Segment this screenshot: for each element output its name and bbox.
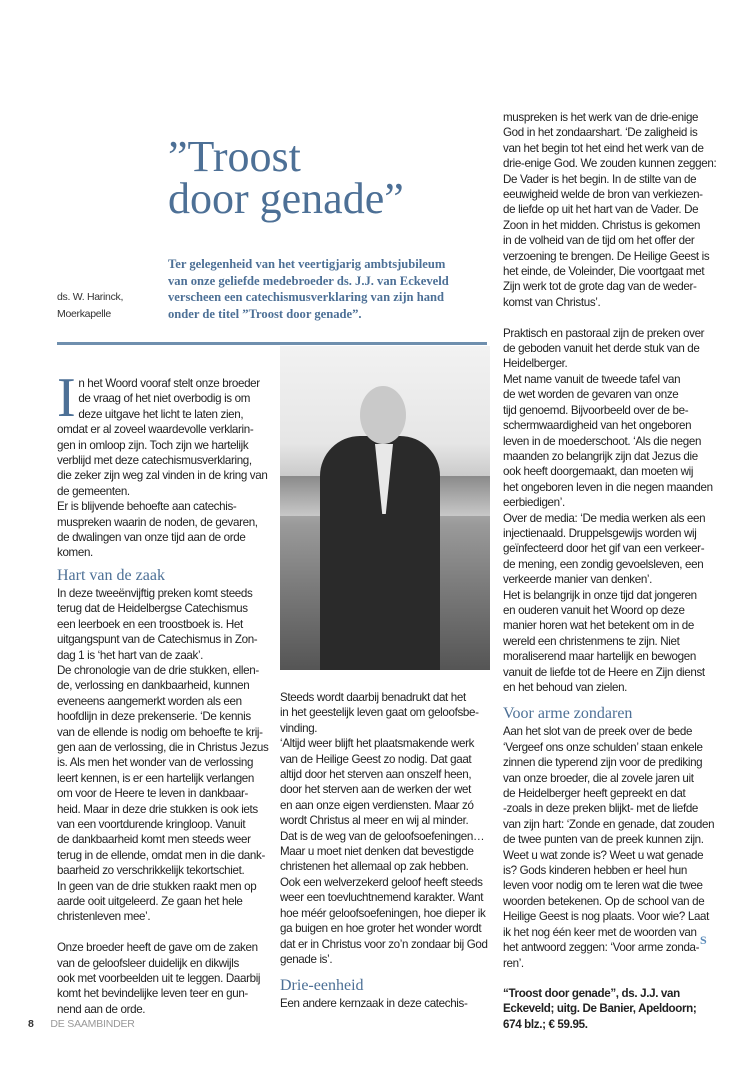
paragraph: Onze broeder heeft de gave om de zaken van de geloofsleer duidelijk en dikwijls ook met voorbeelden uit te leggen. Daarbij komt het bevindelijke leven teer en gun- nend aan de orde. [57,941,261,1016]
paragraph: omdat er al zoveel waardevolle verklarin- gen in omloop zijn. Toch zijn we hartelijk verblijd met deze catechismusverklaring, die zeker zijn weg zal vinden in de kring van de gemeenten. Er is blijvende behoefte aan catechis- muspreken waarin de noden, de gevaren, de dwalingen van onze tijd aan de orde komen. [57,423,268,560]
divider [57,342,487,345]
section-heading: Drie-eenheid [280,977,364,995]
paragraph: n het Woord vooraf stelt onze broeder de vraag of het niet overbodig is om deze uitgave het licht te laten zien, [78,377,260,421]
drop-cap: I [57,367,76,429]
publication-name: DE SAAMBINDER [50,1018,135,1030]
paragraph: Aan het slot van de preek over de bede ‘Vergeef ons onze schulden’ staan enkele zinnen die typerend zijn voor de prediking van onze broeder, die al zovele jaren uit de Heidelberger heeft gepreekt en dat -zoals in deze preken blijkt- met de liefde van zijn hart: ‘Zonde en genade, dat zouden de twee punten van de preek kunnen zijn. Weet u wat zonde is? Weet u wat genade is? Gods kinderen hebben er heel hun leven voor nodig om te leren wat die twee woorden betekenen. Op de school van de Heilige Geest is nog plaats. Voor wie? Laat ik het nog één keer met de woorden van het antwoord zeggen: ‘Voor arme zonda- ren’. [503,725,715,970]
column-2 [280,690,492,1012]
paragraph: In deze tweeënvijftig preken komt steeds terug dat de Heidelbergse Catechismus een leerboek en een troostboek is. Het uitgangspunt van de Catechismus in Zon- dag 1 is ‘het hart van de zaak’. De chronologie van de drie stukken, ellen- de, verlossing en dankbaarheid, kunnen eveneens aangemerkt worden als een hoofdlijn in deze prekenserie. ‘De kennis van de ellende is nodig om behoefte te krij- gen aan de verlossing, die in Christus Jezus is. Als men het wonder van de verlossing leert kennen, is er een hartelijk verlangen om voor de Heere te leven in dankbaar- heid. Maar in deze drie stukken is ook iets van een voortdurende kringloop. Vanuit de dankbaarheid komt men steeds weer terug in de ellende, omdat men in die dank- baarheid zo verschrikkelijk tekortschiet. In geen van de drie stukken raakt men op aarde ooit uitgeleerd. Ze gaan het hele christenleven mee’. [57,586,269,924]
paragraph: Steeds wordt daarbij benadrukt dat het in het geestelijk leven gaat om geloofsbe- vinding. ‘Altijd weer blijft het plaatsmakende werk van de Heilige Geest zo nodig. Dat gaat altijd door het sterven aan onszelf heen, door het sterven aan de werken der wet en aan onze eigen verdiensten. Maar zó wordt Christus al meer en wij al minder. Dat is de weg van de geloofsoefeningen… Maar u moet niet denken dat bevestigde christenen het allemaal op zak hebben. Ook een welverzekerd geloof heeft steeds weer een toevluchtnemend karakter. Want hoe méér geloofsoefeningen, hoe dieper ik ga buigen en hoe groter het wonder wordt dat er in Christus voor zo’n zondaar bij God genade is’. [280,691,488,966]
article-title: ”Troost door genade” [168,132,404,223]
paragraph: Praktisch en pastoraal zijn de preken over de geboden vanuit het derde stuk van de Heidelberger. Met name vanuit de tweede tafel van de wet worden de gevaren van onze tijd genoemd. Bijvoorbeeld over de be- schermwaardigheid van het ongeboren leven in de moederschoot. ‘Als die negen maanden zo belangrijk zijn dat Jezus die ook heeft doorgemaakt, dan moeten wij het ongeboren leven in die negen maanden eerbiedigen’. Over de media: ‘De media werken als een injectienaald. Druppelsgewijs worden wij geïnfecteerd door het gif van een verkeer- de mening, een zondig gevoelsleven, een verkeerde manier van denken’. Het is belangrijk in onze tijd dat jongeren en ouderen vanuit het Woord op deze manier horen wat het betekent om in de wereld een christenmens te zijn. Niet moraliserend maar hartelijk en bewogen vanuit de liefde tot de Heere en Zijn dienst en het behoud van zielen. [503,326,713,695]
end-mark-logo-icon: S [700,933,707,947]
column-3 [503,110,718,1032]
paragraph-gap [503,310,718,325]
paragraph-gap [57,925,265,940]
column-1 [57,367,269,1017]
book-credit: “Troost door genade”, ds. J.J. van Eckeveld; uitg. De Banier, Apeldoorn; 674 blz.; € 59.95. [503,986,697,1031]
photo-head [360,386,406,444]
page-number: 8 [28,1018,34,1030]
photo-minister [280,346,490,670]
paragraph: Een andere kernzaak in deze catechis- [280,997,468,1011]
section-heading: Voor arme zondaren [503,705,633,723]
article-intro: Ter gelegenheid van het veertigjarig ambtsjubileum van onze geliefde medebroeder ds. J.J. van Eckeveld verscheen een catechismusverklaring van zijn hand onder de titel ”Troost door genade”. [168,257,449,321]
paragraph: muspreken is het werk van de drie-enige God in het zondaarshart. ‘De zaligheid is van het begin tot het eind het werk van de drie-enige God. We zouden kunnen zeggen: De Vader is het begin. In de stilte van de eeuwigheid welde de bron van verkiezen- de liefde op uit het hart van de Vader. De Zoon in het midden. Christus is gekomen in de volheid van de tijd om het offer der verzoening te brengen. De Heilige Geest is het einde, de Voleinder, Die voortgaat met Zijn werk tot de grote dag van de weder- komst van Christus’. [503,111,717,309]
section-heading: Hart van de zaak [57,566,165,584]
author-byline: ds. W. Harinck, Moerkapelle [57,291,124,320]
page-footer [28,1018,135,1030]
